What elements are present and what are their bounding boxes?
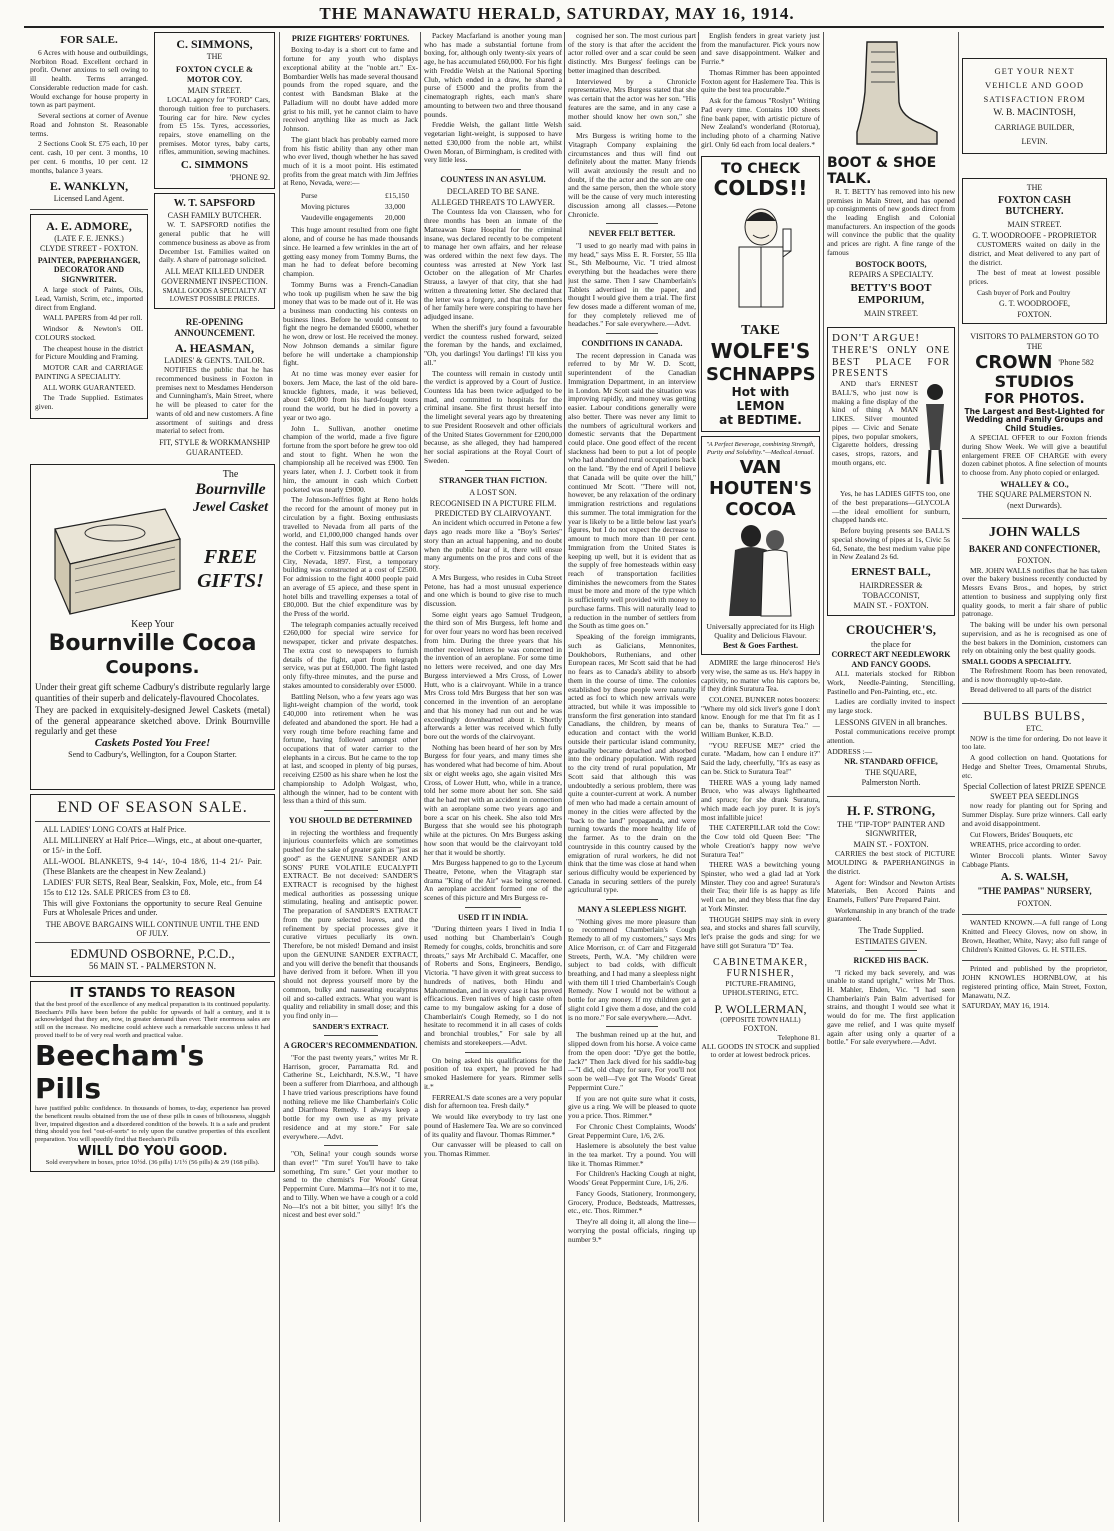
bournville-text: Under their great gift scheme Cadbury's distribute regularly large quantities of their superb and delicately-flavoured Chocolates. (35, 682, 270, 703)
wollerman-line: FURNISHER, (726, 968, 795, 980)
admore-text: Windsor & Newton's OIL COLOURS stocked. (35, 324, 143, 342)
article-title: RICKED HIS BACK. (853, 956, 929, 966)
strong-text: Workmanship in any branch of the trade guaranteed. (827, 905, 955, 924)
article-title: CONDITIONS IN CANADA. (581, 339, 683, 349)
article-subtitle: ALLEGED THREATS TO LAWYER. (431, 197, 555, 207)
article-paragraph: FERREAL'S date scones are a very popular dish for afternoon tea. Fresh daily.* (424, 1092, 562, 1111)
foxton-butchery-ad (962, 178, 1107, 324)
column-1b (154, 32, 275, 460)
column-7 (962, 32, 1107, 1522)
crouchers-ad (827, 622, 955, 787)
article-paragraph: Boxing to-day is a short cut to fame and fortune for any youth who displays exceptional ability at the "noble art." Ex-Bombardier Wells has made several thousand pounds from the roped square, and the contest with Bandsman Blake at the Palladium will no doubt have added more grist to his mill, yet he cannot claim to have received anything like as much as Jack Johnson. (283, 45, 418, 134)
suratura-ad: THE CATERPILLAR told the Cow: the Cow told old Queen Bee: "The whole Creation's happy now we've Suratura Tea!" (701, 823, 820, 859)
jw-name: JOHN WALLS (988, 525, 1081, 541)
bulbs-text: A good collection on hand. Quotations for Hedge and Shelter Trees, Ornamental Shrubs, etc. (962, 753, 1107, 780)
column-1 (30, 32, 275, 1522)
gentleman-illustration (711, 201, 811, 321)
eos-item: THE ABOVE BARGAINS WILL CONTINUE UNTIL THE END OF JULY. (45, 919, 260, 939)
sapsford-trade: CASH FAMILY BUTCHER. (167, 210, 262, 220)
crown-photos: FOR PHOTOS. (984, 392, 1085, 408)
wollerman-ad (701, 957, 820, 1061)
article-paragraph: Mrs Burgess happened to go to the Lyceum Theatre, Petone, when the Vitagraph star drama "King of the Air" was being screened. An aeroplane accident formed one of the scenes of this picture and Mrs Burgess re- (424, 858, 562, 903)
wolfe-line: COLDS!! (713, 176, 808, 201)
beecham-brand: Beecham's Pills (35, 1039, 205, 1106)
crown-line: WHALLEY & CO., (1000, 479, 1069, 489)
article-paragraph: "Oh, Selina! your cough sounds worse than ever!" "I'm sure! You'll have to take something, I'm sure." Get your mother to send to the chemist's For Woods' Great Peppermint Cure. Mamma—It's not it to me, and to Tilly. When we have a cough or a cold No—It's not a bit bitter, you silly! It's the nicest and best ever sold." (283, 1149, 418, 1220)
article-paragraph: This huge amount resulted from one fight alone, and of course he has made thousands since. He learned a few wrinkles in the art of getting easy money from Tommy Burns, the man he had to defeat before becoming champion. (283, 225, 418, 279)
wolfes-schnapps-ad (701, 156, 820, 433)
purse-label: Purse (301, 191, 318, 201)
wollerman-line: (OPPOSITE TOWN HALL) (720, 1016, 801, 1025)
ball-trade: HAIRDRESSER & TOBACCONIST, (859, 581, 923, 600)
purse-row (301, 203, 409, 212)
bulbs-text: Special Collection of latest PRIZE SPENCE SWEET PEA SEEDLINGS (963, 782, 1106, 801)
column-1a (30, 32, 148, 460)
jw-text: Bread delivered to all parts of the district (970, 685, 1092, 695)
eos-title: END OF SEASON SALE. (57, 799, 248, 817)
article-paragraph: Speaking of the foreign immigrants, such as Galicians, Mennonites, Doukhobors, Ruthenians, and other European races, Mr Scott said that he had no fears as to Canada's ability to absorb them in the course of time. The colonies established by these people were naturally acted as foci to which new arrivals were attracted, but while it was impossible to transform the first generation into standard Canadians, the children, by means of education and contact with the world outside their particular island community, gradually became detached and absorbed into the ordinary population. With regard to the city trend of rural population, Mr Scott said that although this was undoubtedly a serious problem, there was quite a counter-current at work. A number of men who had made a certain amount of money in the cities were affected by the "back to the land" propaganda, and were turning towards the more healthy life of the farmer. As to the drain on the countryside in this country caused by the emigration of rural workers, he did not think that the time was close at hand when serious difficulty would be experienced by Canada in securing settlers of the purely agricultural type. (568, 632, 696, 895)
heasman-name: A. HEASMAN, (174, 340, 254, 355)
crouchers-text: ALL materials stocked for Ribbon Work, Needle-Painting, Stencilling, Pastinello and Pen-Painting, etc., etc. (827, 669, 955, 696)
article-paragraph: Tommy Burns was a French-Canadian who took up pugilism when he saw the big money that was to be made out of it. He was a business man conducting his contests on business lines. Before he would consent to fight the negro he demanded £6000, whether he won, drew or lost. He received the money. Now Johnson demands a similar figure before he will undertake a championship fight. (283, 279, 418, 368)
strong-ad (827, 796, 955, 946)
crown-studios-ad (962, 332, 1107, 510)
vh-line: COCOA (725, 498, 796, 520)
jw-text: SMALL GOODS A SPECIALITY. (962, 657, 1071, 667)
boot-shoe-title: TALK. (827, 171, 872, 188)
heasman-text: NOTIFIES the public that he has recommenced business in Foxton in premises next to Mesdames Henderson and Cunningham's, Main Street, where he will be pleased to cater for the wants of old and new customers. A fine assortment of suitings and dress material to select from. (156, 365, 273, 436)
column-rule (958, 32, 959, 1522)
suratura-ad: "YOU REFUSE ME?" cried the curate. "Madam, how can I endure it?" Said the lady, cheerfully, "It's as easy as can be. Stick to Suratura Tea!" (701, 740, 820, 776)
wollerman-phone: Telephone 81. (777, 1032, 820, 1042)
suratura-ad: COLONEL BUNKER notes boozers: "Where my old sick liver's gone I don't know. Enough for me that I'm fit as I can be, thanks to Suratura Tea." —William Bunker, K.B.D. (701, 695, 820, 739)
sapsford-name: W. T. SAPSFORD (173, 197, 256, 209)
admore-text: ALL WORK GUARANTEED. (43, 382, 136, 392)
simmons-ad (154, 32, 275, 189)
strong-text: The Trade Supplied. (858, 926, 924, 936)
article-paragraph: When the sheriff's jury found a favourable verdict the countess rushed forward, seized the foreman by the hands, and exclaimed, "Oh, you darlings! You darlings! I'll kiss you all." (424, 322, 562, 367)
crouchers-address: THE SQUARE, (865, 767, 917, 777)
beecham-ad (30, 981, 275, 1172)
article-subtitle: RECOGNISED IN A PICTURE FILM. (429, 498, 557, 508)
bournville-tag1: The (222, 469, 239, 481)
john-walls-ad (962, 518, 1107, 695)
bournville-text: They are packed in exquisitely-designed Jewel Caskets (metal) of the general appearance sketched above. Drink Bournville regularly and get these (35, 705, 270, 737)
article-subtitle: DECLARED TO BE SANE. (446, 187, 540, 197)
fx-text: CUSTOMERS waited on daily in the district, and Meat delivered to any part of the district. (969, 240, 1100, 267)
column-rule (420, 32, 421, 1522)
walsh-line: "THE PAMPAS" NURSERY, (977, 886, 1092, 897)
crown-line: THE SQUARE PALMERSTON N. (977, 490, 1092, 500)
admore-address: CLYDE STREET - FOXTON. (39, 244, 138, 254)
argue-text: Before buying presents see BALL'S special showing of pipes at 1s, Civic 5s 6d, Senate, the best medium value pipe in New Zealand 2s 6d. (832, 526, 950, 562)
column-4 (568, 32, 696, 1522)
osborne-address: 56 MAIN ST. - PALMERSTON N. (88, 961, 217, 972)
free-label: FREE (203, 546, 258, 569)
bournville-tag2: Bournville (195, 480, 266, 498)
simmons-street: MAIN STREET. (187, 85, 242, 95)
keep-your: Keep Your (131, 619, 174, 631)
simmons-phone: 'PHONE 92. (229, 173, 270, 183)
purse-value: 33,000 (385, 201, 406, 211)
article-signoff: SANDER'S EXTRACT. (312, 1021, 389, 1031)
purse-value: £15,150 (385, 191, 410, 201)
wollerman-name: P. WOLLERMAN, (714, 1001, 807, 1016)
crouchers-text: LESSONS GIVEN in all branches. (834, 717, 948, 727)
crown-line: The Largest and Best-Lighted for Wedding and Family Groups and Child Studies. (964, 406, 1105, 434)
heasman-head: RE-OPENING ANNOUNCEMENT. (174, 317, 255, 339)
crown-line: (next Durwards). (1007, 500, 1062, 510)
article-paragraph: We would like everybody to try last one pound of Haslemere Tea. We are so convinced of its quality and flavour. Thomas Rimmer.* (424, 1112, 562, 1139)
column-5 (701, 32, 820, 1522)
article-paragraph: "For the past twenty years," writes Mr R. Harrison, grocer, Parramatta Rd. and Catherine St., Leichhardt, N.S.W., "I have been a sufferer from Diarrhoea, and although I have tried various prescriptions have found nothing relieve me like Chamberlain's Colic and Diarrhoea Remedy. I always keep a bottle for my own use as my private residence and at my store." For sale everywhere.—Advt. (283, 1052, 418, 1141)
article-title: STRANGER THAN FICTION. (439, 475, 547, 485)
heasman-tag: FIT, STYLE & WORKMANSHIP GUARANTEED. (159, 438, 270, 457)
article-paragraph: Our canvasser will be pleased to call on you. Thomas Rimmer. (424, 1140, 562, 1159)
vh-line: VAN (739, 456, 782, 478)
fx-line: G. T. WOODROOFE - PROPRIETOR (972, 230, 1097, 240)
betty-text: R. T. BETTY has removed into his new premises in Main Street, and has opened up consignments of new goods direct from the leading English and Colonial manufacturers. An inspection of the goods will convince the public that the quality and prices are right. A fine range of the famous (827, 186, 955, 257)
article-title: YOU SHOULD BE DETERMINED (288, 816, 413, 826)
wanted-known-ad (962, 914, 1107, 954)
bulbs-text: WREATHS, price according to order. (970, 840, 1081, 850)
crouchers-line: the place for (871, 639, 911, 649)
mac-line: VEHICLE AND GOOD (984, 80, 1085, 91)
masthead-rule (24, 26, 1104, 28)
van-houtens-ad (701, 436, 820, 655)
end-of-season-ad (30, 794, 275, 977)
betty-bostock: BOSTOCK BOOTS, (855, 259, 927, 269)
article-title: A GROCER'S RECOMMENDATION. (283, 1041, 418, 1051)
article-paragraph: The telegraph companies actually received £260,000 for special wire service for newspaper, ticker and private despatches. The extra cost to newspapers to furnish details of the fight, apart from telegraph service, was put at £60,000. The fight lasted only fifty-three minutes, and the purse and stakes amounted to considerably over £5000. (283, 619, 418, 690)
article-paragraph: English fenders in great variety just from the manufacturer. Pick yours now and save disappointment. Walker and Furrie.* (701, 32, 820, 67)
bournville-title: Bournville Cocoa (48, 630, 257, 656)
fx-name: FOXTON CASH BUTCHERY. (998, 194, 1071, 218)
crouchers-address: NR. STANDARD OFFICE, (844, 757, 938, 767)
wollerman-line: CABINETMAKER, (713, 956, 808, 968)
walsh-name: A. S. WALSH, (1000, 871, 1069, 884)
article-paragraph: On being asked his qualifications for the position of tea expert, he proved he had smoked Haslemere for years. Rimmer sells it.* (424, 1055, 562, 1091)
wolfe-line: SCHNAPPS (706, 363, 816, 385)
wolfe-line: WOLFE'S (710, 338, 811, 363)
article-subtitle: A LOST SON. (469, 488, 517, 498)
crouchers-text: Ladies are cordially invited to inspect my large stock. (827, 697, 955, 715)
article-paragraph: in rejecting the worthless and frequently injurious counterfeits which are sometimes pushed for the sake of greater gain as "just as good" as the GENUINE SANDER AND SONS' PURE VOLATILE EUCALYPTI EXTRACT. Be not deceived: SANDER'S EXTRACT is recognised by the highest medical authorities as possessing unique stimulating, healing and antiseptic power. The preparation of SANDER'S EXTRACT from the pure selected leaves, and the refinement by special processes give it curative virtues peculiarly its own. Therefore, be not misled! Demand and insist upon the GENUINE SANDER EXTRACT, and you will derive the benefit that thousands have derived from it before. When ill you should not depress yourself more by the common, bulky and nauseating eucalyptus oil and so-called extracts. What you want is quality and reliability in small dose; and this you find only in— (283, 827, 418, 1020)
ball-address: MAIN ST. - FOXTON. (853, 600, 929, 610)
article-paragraph: "During thirteen years I lived in India I used nothing but Chamberlain's Cough Remedy for coughs, colds, bronchitis and sore throats," says Mr Archibald C. Macaffer, one of Roberts and Sons, Engineers, Bendigo, Victoria. "I have given it with great success to hundreds of natives, both Hindu and Mahommedan, and in every case it has proved efficacious. Even natives of high caste often came to my bungalow asking for a dose of Chamberlain's Cough Remedy, so I do not hesitate to recommend it in all cases of colds and bronchial troubles," For sale by all chemists and storekeepers.—Advt. (424, 924, 562, 1047)
article-paragraph: Battling Nelson, who a few years ago was light-weight champion of the world, took £40,000 into retirement when he was defeated and abandoned the sport. He had a very rough time before reaching fame and fortune, having followed amongst other occupations that of water carrier to the elephants in a circus. But he came to the top at last, and scooped in plenty of big purses, receiving £2500 as his share when he lost the championship to Adolph Wolgast, who, although the winner, had to be content with less than a third of this sum. (283, 691, 418, 806)
crown-text: A SPECIAL OFFER to our Foxton friends during Show Week. We will give a beautiful enlargement FREE OF CHARGE with every dozen cabinet photos. A fine selection of mounts to choose from. Any photo copied or enlarged. (962, 433, 1107, 478)
beecham-text: that the best proof of the excellence of any medical preparation is its continued popularity. Beecham's Pills have been before the public for upwards of half a century, and it is acknowledged that they are, now, in greater demand than ever. Their enormous sales are still on the increase. No medicine could achieve such a remarkable success unless it had proved itself to be of very real worth and practical value. (35, 1000, 270, 1039)
article-paragraph: The giant black has probably earned more from his fistic ability than any other man who ever lived, though whether he has saved much of it is a moot point. His estimated profits from the great match with Jim Jeffries at Reno, Nevada, were:— (283, 134, 418, 188)
admore-text: MOTOR CAR and CARRIAGE PAINTING A SPECIALITY. (35, 363, 143, 381)
eos-item: This will give Foxtonians the opportunity to secure Real Genuine Furs at Wholesale Prices and under. (43, 898, 262, 918)
article-title: PRIZE FIGHTERS' FORTUNES. (291, 34, 410, 43)
beecham-slogan: WILL DO YOU GOOD. (77, 1143, 228, 1159)
crown-phone: 'Phone 582 (1058, 358, 1094, 368)
strong-text: Agent for: Windsor and Newton Artists Materials, Ben Accord Paints and Enamels, Fullers' Pure Prepared Paint. (827, 877, 955, 904)
eos-item: ALL MILLINERY at Half Price—Wings, etc., at about one-quarter, or 15/- in the £off. (43, 836, 262, 855)
article-title: NEVER FELT BETTER. (588, 229, 676, 239)
article-paragraph: For Children's Hacking Cough at night, Woods' Great Peppermint Cure, 1/6, 2/6. (568, 1169, 696, 1188)
purse-label: Vaudeville engagements (301, 212, 374, 222)
purse-label: Moving pictures (301, 201, 350, 211)
wollerman-line: ALL GOODS IN STOCK and supplied to order at lowest bedrock prices. (701, 1041, 820, 1060)
article-paragraph: cognised her son. The most curious part of the story is that after the accident the actor rolled over and a scar could be seen distinctly. Mrs Burgess' feelings can be better imagined than described. (568, 32, 696, 75)
bulbs-text: Winter Broccoli plants. Winter Savoy Cabbage Plants. (962, 850, 1107, 869)
article-paragraph: Ask for the famous "Roslyn" Writing Pad every time. Contains 100 sheets fine bank paper, with artistic picture of New Zealand's wonderland (Rotorua), including photo of a charming Native girl. Only 6d each from local dealers.* (701, 96, 820, 149)
strong-address: MAIN ST. - FOXTON. (853, 839, 929, 849)
admore-text: WALL PAPERS from 4d per roll. (43, 313, 143, 323)
beecham-text: have justified public confidence. In thousands of homes, to-day, experience has proved the beneficent results obtained from the use of these pills in cases of biliousness, sluggish liver, impaired digestion and a disordered condition of the bowels. It is a safe and prudent thing should you feel "out-of-sorts" to rely upon the curative properties of this excellent preparation. You will speedily find that Beecham's Pills (35, 1105, 270, 1143)
simmons-text: LOCAL agency for "FORD" Cars, thorough tuition free to purchasers. Touring car for hire. New cycles from £5 15s. Tyres, accessories, repairs, stove enamelling on the premises. Motor tyres, baby carts, rifles, ammunition, sewing machines. (159, 95, 270, 157)
ball-name: ERNEST BALL, (851, 566, 931, 579)
sapsford-text: W. T. SAPSFORD notifies the general public that he will commence business as above as from December 1st. Families waited on daily. A share of patronage solicited. (159, 220, 270, 265)
fx-text: Cash buyer of Pork and Poultry (977, 287, 1071, 297)
sapsford-small: SMALL GOODS A SPECIALTY AT LOWEST POSSIBLE PRICES. (162, 286, 267, 304)
admore-trade: PAINTER, PAPERHANGER, DECORATOR AND SIGNWRITER. (37, 255, 141, 284)
column-2 (283, 32, 418, 1522)
argue-title: DON'T ARGUE! (832, 331, 921, 344)
bournville-ad (30, 464, 275, 790)
mac-line: LEVIN. (1021, 136, 1048, 146)
mac-line: GET YOUR NEXT (994, 66, 1075, 76)
admore-name: A. E. ADMORE, (46, 218, 132, 233)
wolfe-line: TAKE (741, 323, 780, 339)
bulbs-ad (962, 703, 1107, 908)
column-rule (823, 32, 824, 1522)
simmons-the: THE (206, 52, 223, 62)
jw-trade: BAKER AND CONFECTIONER, (968, 543, 1101, 554)
agent-title: Licensed Land Agent. (53, 194, 125, 204)
walsh-line: FOXTON. (1017, 899, 1052, 909)
argue-sub: THERE'S ONLY ONE BEST PLACE FOR PRESENTS (832, 344, 950, 380)
boot-illustration (827, 32, 947, 152)
bulbs-line: ETC. (1025, 724, 1044, 734)
bournville-tag3: Jewel Casket (192, 499, 269, 515)
heasman-ad (154, 313, 275, 460)
article-paragraph: The Johnson-Jeffries fight at Reno holds the record for the amount of money put in circulation by a fight. Boxing enthusiasts travelled to Nevada from all parts of the world, and £1,000,000 changed hands over the contest. Half this sum was circulated by the Corbett v. Fitzsimmons battle at Carson City, Nevada, 1897. First, a temporary building was constructed at a cost of £2500. For admission to the fight 4000 people paid an average of £5 apiece, and these spent in hotel bills and travelling expenses a total of £80,000. But the chief expenditure was by the Press of the world. (283, 495, 418, 618)
mac-name: W. B. MACINTOSH, (993, 108, 1076, 119)
suratura-ad: THERE WAS a young lady named Bruce, who was always lighthearted and spruce; for she drank Suratura, which made each joy purer. It is joy's most infallible juice! (701, 777, 820, 822)
simmons-sig: C. SIMMONS (180, 159, 249, 172)
fx-text: The best of meat at lowest possible prices. (969, 268, 1100, 286)
suratura-ad: ADMIRE the large rhinoceros! He's very wise, the same as us. He's happy in captivity, no matter who his captors be, if they drink Suratura Tea. (701, 658, 820, 694)
bulbs-text: now ready for planting out for Spring and Summer Display. Sure prize winners. Call early and avoid disappointment. (962, 801, 1107, 828)
crouchers-address: Palmerston North. (861, 778, 921, 788)
eos-item: ALL-WOOL BLANKETS, 9-4 14/-, 10-4 18/6, 11-4 21/- Pair. (These Blankets are the cheapest in New Zealand.) (43, 857, 262, 876)
bulbs-text: NOW is the time for ordering. Do not leave it too late. (962, 733, 1107, 752)
wollerman-line: PICTURE-FRAMING, UPHOLSTERING, ETC. (722, 979, 799, 998)
jw-text: The Refreshment Room has been renovated, and is now thoroughly up-to-date. (962, 665, 1107, 684)
vh-quote: "A Perfect Beverage, combining Strength, Purity and Solubility."—Medical Annual. (706, 441, 815, 456)
strong-trade: THE "TIP-TOP" PAINTER AND SIGNWRITER, (837, 820, 945, 839)
column-6 (827, 32, 955, 1522)
osborne-name: EDMUND OSBORNE, P.C.D., (70, 945, 235, 961)
sapsford-note: ALL MEAT KILLED UNDER GOVERNMENT INSPECTION. (161, 267, 268, 286)
for-sale-item: Several sections at corner of Avenue Road and Johnston St. Reasonable terms. (30, 111, 148, 138)
purse-row (301, 192, 409, 201)
jewel-casket-illustration (35, 469, 185, 619)
crown-line: VISITORS TO PALMERSTON GO TO THE (970, 332, 1099, 351)
article-subtitle: PREDICTED BY CLAIRVOYANT. (434, 508, 552, 518)
imprint-text: Printed and published by the proprietor, JOHN KNOWLES HORNBLOW, at his registered printing office, Main Street, Foxton, Manawatu, N.Z. (962, 964, 1107, 1000)
strong-text: ESTIMATES GIVEN. (855, 936, 927, 946)
mac-line: CARRIAGE BUILDER, (994, 123, 1075, 133)
article-paragraph: Fancy Goods, Stationery, Ironmongery, Grocery, Produce, Bedsteads, Mattresses, etc., etc. Thos. Rimmer.* (568, 1188, 696, 1216)
article-paragraph: They're all doing it, all along the line—worrying the postal officials, ringing up number 9.* (568, 1217, 696, 1244)
strong-text: CARRIES the best stock of PICTURE MOULDING & PAPERHANGINGS in the district. (827, 849, 955, 876)
beecham-sold: Sold everywhere in boxes, price 10½d. (36 pills) 1/1½ (56 pills) & 2/9 (168 pills). (45, 1158, 260, 1166)
admore-text: The cheapest house in the district for Picture Moulding and Framing. (35, 343, 143, 362)
bournville-heading (191, 469, 270, 619)
article-paragraph: Mrs Burgess is writing home to the Vitagraph Company explaining the circumstances and thus will find out definitely about the matter. Many friends will await anxiously the result and no doubt, if the the actor and the son are one and the same person, then the whole story will be the cause of very much interesting discussion among all classes.—Petone Chronicle. (568, 131, 696, 219)
figure-illustration (920, 380, 950, 490)
simmons-name: C. SIMMONS, (176, 37, 253, 51)
article-title: COUNTESS IN AN ASYLUM. (440, 175, 546, 185)
bulbs-title: BULBS BULBS, (983, 707, 1086, 723)
for-sale-item: 2 Sections Cook St. £75 each, 10 per cent. cash, 10 per cent. 3 months, 10 per cent. 6 months, 10 per cent. 12 months, balance 3 years. (30, 139, 148, 175)
purse-row (301, 214, 409, 223)
heasman-trade: LADIES' & GENTS. TAILOR. (164, 355, 265, 365)
article-paragraph: The bushman reined up at the hut, and slipped down from his horse. A voice came from the open door: "D'ye get the bottle, Jack?" Then Jack dived for his saddle-bag—"I did, old chap; for sure, For you'll not soon be well—I've got The Woods' Great Peppermint Cure." (568, 1030, 696, 1092)
article-paragraph: An incident which occurred in Petone a few days ago reads more like a "Boy's Series" story than an actual happening, and no doubt when the public hear of it, there will ensue many arguments on the pros and cons of the story. (424, 518, 562, 572)
ladies-illustration (721, 520, 801, 620)
betty-ad (827, 32, 955, 319)
jw-text: The baking will be under his own personal supervision, and as he is recognised as one of the best bakers in the Dominion, customers can rely on obtaining only the best quality goods. (962, 620, 1107, 656)
article-paragraph: At no time was money ever easier for boxers. Jem Mace, the last of the old bare-knuckle fighters, made, it was believed, about £40,000 from his hard-fought tours round the world, but he died in poverty a year or two ago. (283, 369, 418, 422)
vh-line: HOUTEN'S (708, 477, 813, 499)
article-paragraph: The countess will remain in custody until the verdict is approved by a Court of Justice. Countess Ida has been twice adjudged to be mad, and committed to hospitals for the criminal insane. She first thrust herself into the limelight several years ago by threatening to sue President Roosevelt and other officials of the United States Government for £200,000 because, as she alleged, they had hampered her social aspirations at the Royal Court of Sweden. (424, 368, 562, 465)
coupons-title: Coupons. (105, 656, 200, 678)
fx-line: FOXTON. (1017, 309, 1052, 319)
article-paragraph: Nothing has been heard of her son by Mrs Burgess for four years, and many times she has wondered what had become of him. About six or eight weeks ago, she again visited Mrs Cross, of Lower Hutt, who, while in a trance, told her some more about her son. She said that he had met with an accident in connection with an aeroplane some two years ago and bore a scar on his cheek. She also told Mrs Burgess that she would see his photograph while at the pictures. On Mrs Burgess asking how soon that would be the clairvoyant told her that it would be shortly. (424, 742, 562, 857)
column-3 (424, 32, 562, 1522)
article-paragraph: Haslemere is absolutely the best value in the tea market. Try a pound. You will like it. Thomas Rimmer.* (568, 1141, 696, 1168)
suratura-ad: THOUGH SHIPS may sink in every sea, and stocks and shares fall scurvily, let's praise the gods and sing: for we have still got Suratura "D" Tea. (701, 914, 820, 950)
crouchers-name: CROUCHER'S, (846, 622, 936, 638)
article-paragraph: If you are not quite sure what it costs, give us a ring. We will be pleased to quote you a price. Thos. Rimmer.* (568, 1093, 696, 1121)
agent-name: E. WANKLYN, (49, 179, 129, 194)
wolfe-line: TO CHECK (720, 160, 800, 177)
crouchers-text: ADDRESS :— (827, 746, 872, 756)
article-paragraph: "Nothing gives me more pleasure than to recommend Chamberlain's Cough Remedy to all of my customers," says Mrs Alice Morrison, cr. of Carr and Fitzgerald Streets, Perth, W.A. "My children were subject to bad colds, with difficult breathing, and I had many a sleepless night with them till I tried Chamberlain's Cough Remedy. Now I would not be without a bottle for any money. If my children get a slight cold I give them a dose, and the cold is no more." For sale everywhere.—Advt. (568, 916, 696, 1022)
wolfe-line: Hot with LEMON (731, 384, 790, 413)
bournville-send: Send to Cadbury's, Wellington, for a Coupon Starter. (68, 750, 237, 760)
article-paragraph: John L. Sullivan, another onetime champion of the world, made a five figure fortune from the sport before he grew too old and stout to fight. When he won the championship all he received was £900. Ten years later, when J. J. Corbett took it from him, the amount in cash which Corbett pocketed was nearly £9000. (283, 423, 418, 494)
eos-item: ALL LADIES' LONG COATS at Half Price. (43, 824, 187, 834)
for-sale-title: FOR SALE. (60, 34, 118, 46)
vh-tagline: Universally appreciated for its High Quality and Delicious Flavour. (706, 621, 815, 640)
strong-name: H. F. STRONG, (846, 802, 935, 818)
betty-emporium: BETTY'S BOOT EMPORIUM, (850, 281, 932, 307)
column-rule (564, 32, 565, 1522)
article-paragraph: Interviewed by a Chronicle representative, Mrs Burgess stated that she was certain that the actor was her son. "His features are the same, and in any case a mother should know her own son," she said. (568, 76, 696, 130)
article-title: USED IT IN INDIA. (457, 912, 529, 922)
fx-line: MAIN STREET. (1007, 220, 1062, 230)
boot-shoe-title: BOOT & SHOE (827, 154, 937, 171)
crouchers-line: CORRECT ART NEEDLEWORK AND FANCY GOODS. (831, 650, 951, 669)
article-paragraph: Packey Macfarland is another young man who has made a substantial fortune from boxing, for, although only twenty-six years of age, he has accumulated £60,000. For his fight with Freddie Welsh at the National Sporting Club, which ended in a draw, he shared a purse of £5000 and the profits from the cinematograph rights, each man's share amounting to between two and three thousand pounds. (424, 32, 562, 119)
column-rule (698, 32, 699, 1522)
purse-table (299, 190, 411, 224)
admore-text: The Trade Supplied. Estimates given. (35, 393, 143, 411)
jw-line: FOXTON. (1017, 556, 1052, 566)
gifts-label: GIFTS! (197, 569, 264, 592)
article-paragraph: Some eight years ago Samuel Trudgeon, the third son of Mrs Burgess, left home and for over four years no word has been received from him. During the three years that his mother received letters he was concerned in the invention of an aeroplane. For some time no letters were received, and one day Mrs Burgess interviewed a Mrs Cross, of Lower Hutt, who is a clairvoyant. While in a trance Mrs Cross told Mrs Burgess that her son was concerned in the invention of an aeroplane and that his money had run out and he was exceedingly downhearted about it. Shortly afterwards a letter was received which fully bore out the words of the clairvoyant. (424, 609, 562, 741)
article-paragraph: A Mrs Burgess, who resides in Cuba Street Petone, has had a most unusual experience and one which is bound to give rise to much discussion. (424, 572, 562, 608)
article-paragraph: For Chronic Chest Complaints, Woods' Great Peppermint Cure, 1/6, 2/6. (568, 1121, 696, 1140)
bulbs-text: Cut Flowers, Brides' Bouquets, etc (970, 829, 1073, 839)
for-sale-ad (30, 34, 148, 210)
column-rule (279, 32, 280, 1522)
fx-line: G. T. WOODROOFE, (999, 299, 1070, 309)
admore-late: (LATE F. E. JENKS.) (54, 234, 124, 243)
admore-text: A large stock of Paints, Oils, Lead, Varnish, Scrim, etc., imported direct from England. (35, 285, 143, 312)
article-paragraph: "I used to go nearly mad with pains in my head," says Miss E. R. Forster, 55 Illa St., Sth Melbourne, Vic. "I tried almost everything but the headaches were there just the same. Then I saw Chamberlain's Tablets advertised in the paper, and thought I would give them a trial. The first few doses made a different woman of me, for they completely relieved me of headaches." For sale everywhere.—Advt. (568, 240, 696, 329)
imprint-date: SATURDAY, MAY 16, 1914. (962, 1001, 1050, 1011)
caskets-posted: Caskets Posted You Free! (94, 737, 211, 750)
mac-line: SATISFACTION FROM (983, 94, 1086, 105)
wolfe-line: at BEDTIME. (719, 413, 802, 428)
sapsford-ad (154, 193, 275, 310)
fx-line: THE (1026, 183, 1043, 193)
for-sale-item: 6 Acres with house and outbuildings, Norbiton Road. Excellent orchard in profit. Owner anxious to sell owing to ill health. Terms arranged. Considerable reduction made for cash. Would exchange for house property in town as part payment. (30, 47, 148, 110)
article-paragraph: "I ricked my back severely, and was unable to stand upright," writes Mr Thos. H. Mahler, Ehden, Vic. "I had seen Chamberlain's Pain Balm advertised for strains, and thought I would see what it would do for me. The first application gave me relief, and I was quite myself again after using only a quarter of a bottle." For sale everywhere.—Advt. (827, 967, 955, 1047)
argue-text: AND that's ERNEST BALL'S, who just now is making a fine display of the kind of thing A MAN LIKES. Silver mounted pipes — Civic and Senate pipes, two popular smokers, Cigarette holders, dressing cases, strops, razors, and mouth organs, etc. (832, 379, 918, 467)
jw-text: MR. JOHN WALLS notifies that he has taken over the bakery business recently conducted by Messrs Evans Bros., and hopes, by strict attention to business and supplying only first quality goods, to merit a fair share of public patronage. (962, 565, 1107, 619)
admore-ad (30, 214, 148, 419)
article-paragraph: The Countess Ida von Claussen, who for three months has been an inmate of the Matteawan State Hospital for the criminal insane, was declared recently to be competent to manage her own affairs, and her release was ordered within the next few days. The countess was arrested at New York last October on the allegation of Mr Charles Strauss, a lawyer of that city, that she had written a threatening letter. She declared that the letter was a forgery, and that the members of her family here were conspiring to have her adjudged insane. (424, 207, 562, 322)
simmons-firm: FOXTON CYCLE & MOTOR COY. (175, 63, 254, 84)
wollerman-line: FOXTON. (743, 1024, 778, 1034)
article-paragraph: The recent depression in Canada was referred to by Mr W. D. Scott, superintendent of the Canadian Immigration Department, in an interview in London. Mr Scott said the situation was improving rapidly, and money was getting easier. Labour conditions generally were also better. There was never any limit to the numbers of agricultural workers and domestic servants that the Department could place. One good effect of the recent slackness had been to put a lot of people who had abandoned rural occupations back on the land. "By the end of April I believe that Canada will be quite over the hill," continued Mr Scott. "There will not, however, be any relaxation of the ordinary immigration restrictions and regulations this summer. The total immigration for the year is likely to be a little below last year's figures, but I do not expect the decrease to amount to much more than 10 per cent. Immigration from the United States is keeping up well, but it is evident that as the supply of free homesteads within easy reach of transportation facilities diminishes the newcomers from the States must be more and more of the type which is sufficiently well provided with money to purchase farms. This will naturally lead to a reduction in the number of settlers from the South as time goes on." (568, 350, 696, 631)
masthead: THE MANAWATU HERALD, SATURDAY, MAY 16, 1914. (319, 4, 795, 23)
betty-repairs: REPAIRS A SPECIALTY. (848, 270, 934, 280)
article-paragraph: Freddie Welsh, the gallant little Welsh vegetarian light-weight, is supposed to have netted £30,000 from the noble art, whilst Owen Moran, of Birmingham, is credited with very little less. (424, 120, 562, 165)
vh-best: Best & Goes Farthest. (722, 640, 799, 650)
wanted-text: WANTED KNOWN.—A full range of Long Knitted and Fleecy Gloves, now on show, in Brown, Heather, White, Navy; also full range of Children's Knitted Gloves. G. H. STILES. (962, 918, 1107, 954)
betty-street: MAIN STREET. (863, 309, 919, 319)
purse-value: 20,000 (385, 212, 406, 222)
ernest-ball-ad (827, 327, 955, 617)
imprint (962, 960, 1107, 1011)
argue-text: Yes, he has LADIES GIFTS too, one of the best preparations—GLYCOLA—the ideal emollient for sunburn, chapped hands etc. (832, 489, 950, 525)
crouchers-text: Postal communications receive prompt attention. (827, 727, 955, 745)
beecham-title: IT STANDS TO REASON (69, 985, 236, 1001)
crown-name: CROWN (975, 352, 1053, 374)
suratura-ad: THERE WAS a bewitching young Spinster, who wed a glad lad at York Minster. They coo and agree! Suratura's their Tea; their life is as happy as life well can be, and they bless that fine day at York Minster. (701, 860, 820, 913)
macintosh-ad (962, 58, 1107, 154)
crown-studios: STUDIOS (994, 372, 1075, 392)
eos-item: LADIES' FUR SETS, Real Bear, Sealskin, Fox, Mole, etc., from £4 15s to £12 12s. SALE PRICES from £3 to £8. (43, 878, 262, 897)
article-title: MANY A SLEEPLESS NIGHT. (577, 905, 687, 915)
article-paragraph: Thomas Rimmer has been appointed Foxton agent for Haslemere Tea. This is quite the best tea procurable.* (701, 67, 820, 95)
